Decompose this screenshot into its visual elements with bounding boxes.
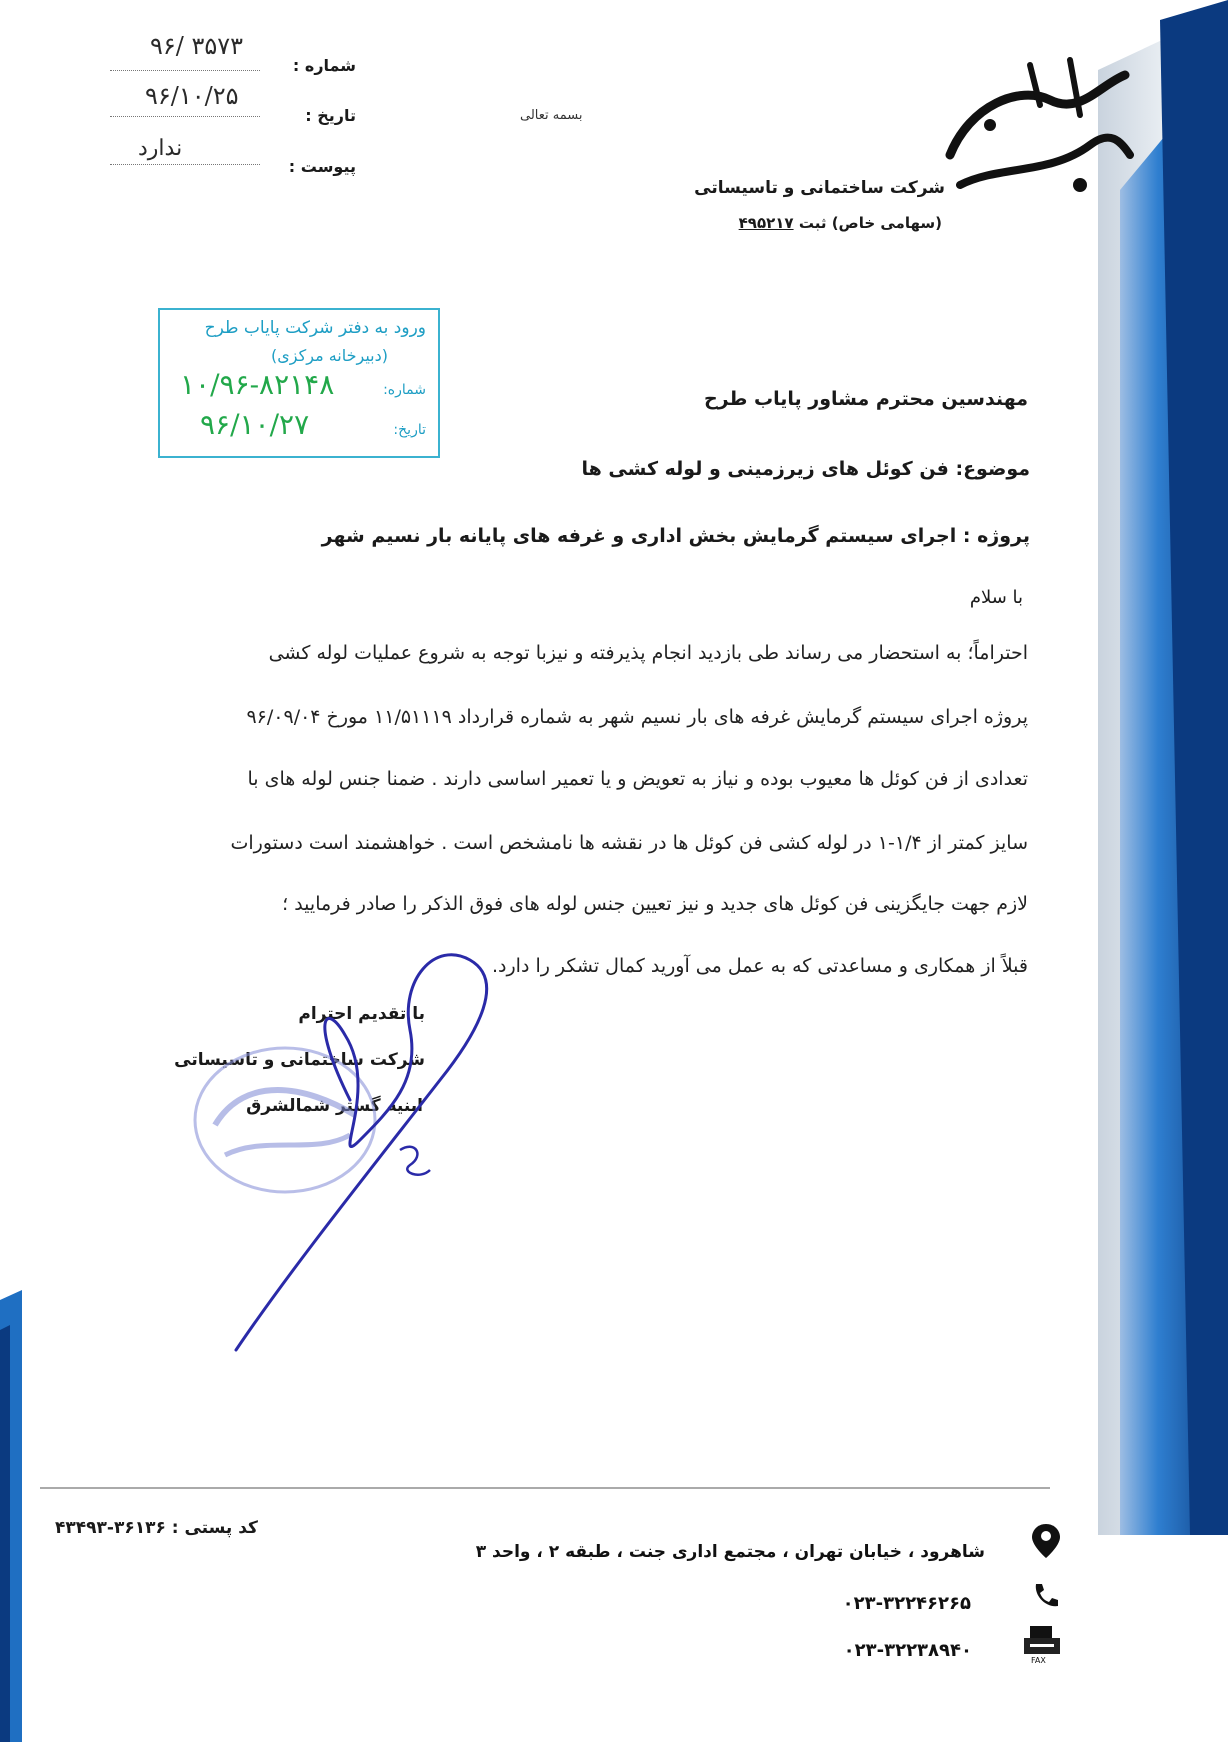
company-logo xyxy=(930,45,1140,215)
handwritten-signature xyxy=(230,940,530,1360)
registration-label: ثبت xyxy=(798,214,827,232)
phone-icon xyxy=(1030,1580,1060,1610)
stamp-date-value: ۹۶/۱۰/۲۷ xyxy=(200,408,310,441)
company-registration xyxy=(739,214,942,232)
footer-fax: ۰۲۳-۳۲۲۳۸۹۴۰ xyxy=(843,1640,972,1661)
attachment-label: پیوست : xyxy=(288,157,356,176)
body-line-2: پروژه اجرای سیستم گرمایش غرفه های بار نسیم شهر به شماره قرارداد ۱۱/۵۱۱۱۹ مورخ ۹۶/۰۹/۰۴ xyxy=(246,706,1028,728)
body-line-5: لازم جهت جایگزینی فن کوئل های جدید و نیز تعیین جنس لوله های فوق الذکر را صادر فرمایید ؛ xyxy=(282,893,1028,915)
fax-icon-label: FAX xyxy=(1031,1656,1046,1664)
project: پروژه : اجرای سیستم گرمایش بخش اداری و غرفه های پایانه بار نسیم شهر xyxy=(321,525,1030,547)
body-line-1: احتراماً؛ به استحضار می رساند طی بازدید انجام پذیرفته و نیزبا توجه به شروع عملیات لوله کشی xyxy=(268,642,1028,664)
stamp-line2: (دبیرخانه مرکزی) xyxy=(271,346,388,365)
attachment-value: ندارد xyxy=(138,136,183,161)
receipt-stamp xyxy=(158,308,440,458)
stamp-number-label: شماره: xyxy=(383,382,426,398)
closing: با تقدیم احترام xyxy=(298,1004,425,1024)
body-line-3: تعدادی از فن کوئل ها معیوب بوده و نیاز به تعویض و یا تعمیر اساسی دارند . ضمنا جنس لوله های با xyxy=(247,768,1028,790)
company-type: (سهامی خاص) xyxy=(831,214,942,232)
body-line-6: قبلاً از همکاری و مساعدتی که به عمل می آورید کمال تشکر را دارد. xyxy=(491,955,1028,977)
footer-phone: ۰۲۳-۳۲۲۴۶۲۶۵ xyxy=(842,1593,971,1614)
date-value: ۹۶/۱۰/۲۵ xyxy=(145,82,239,110)
body-line-4: سایز کمتر از ۱/۴-۱ در لوله کشی فن کوئل ها در نقشه ها نامشخص است . خواهشمند است دستورات xyxy=(230,832,1028,854)
registration-number: ۴۹۵۲۱۷ xyxy=(738,214,794,232)
footer-postal xyxy=(55,1518,258,1538)
sign-name: ابنیه گستر شمالشرق xyxy=(246,1096,423,1116)
recipient: مهندسین محترم مشاور پایاب طرح xyxy=(703,388,1028,410)
date-label: تاریخ : xyxy=(305,106,356,125)
stamp-date-label: تاریخ: xyxy=(393,422,426,438)
basmala: بسمه تعالی xyxy=(520,108,583,123)
number-label: شماره : xyxy=(292,56,356,75)
company-name: شرکت ساختمانی و تاسیساتی xyxy=(694,178,945,198)
subject: موضوع: فن کوئل های زیرزمینی و لوله کشی ها xyxy=(581,458,1030,480)
stamp-number-value: ۱۰/۹۶-۸۲۱۴۸ xyxy=(180,368,335,401)
location-pin-icon xyxy=(1030,1522,1062,1560)
greeting: با سلام xyxy=(969,587,1023,608)
postal-label: کد پستی : xyxy=(171,1518,258,1538)
number-value: ۹۶/ ۳۵۷۳ xyxy=(150,32,244,60)
stamp-line1: ورود به دفتر شرکت پایاب طرح xyxy=(204,318,426,338)
postal-code: ۳۶۱۳۶-۴۳۴۹۳ xyxy=(55,1518,166,1538)
fax-icon xyxy=(1022,1622,1064,1664)
footer-address: شاهرود ، خیابان تهران ، مجتمع اداری جنت ، طبقه ۲ ، واحد ۳ xyxy=(475,1542,985,1562)
sign-company: شرکت ساختمانی و تاسیساتی xyxy=(174,1050,425,1070)
